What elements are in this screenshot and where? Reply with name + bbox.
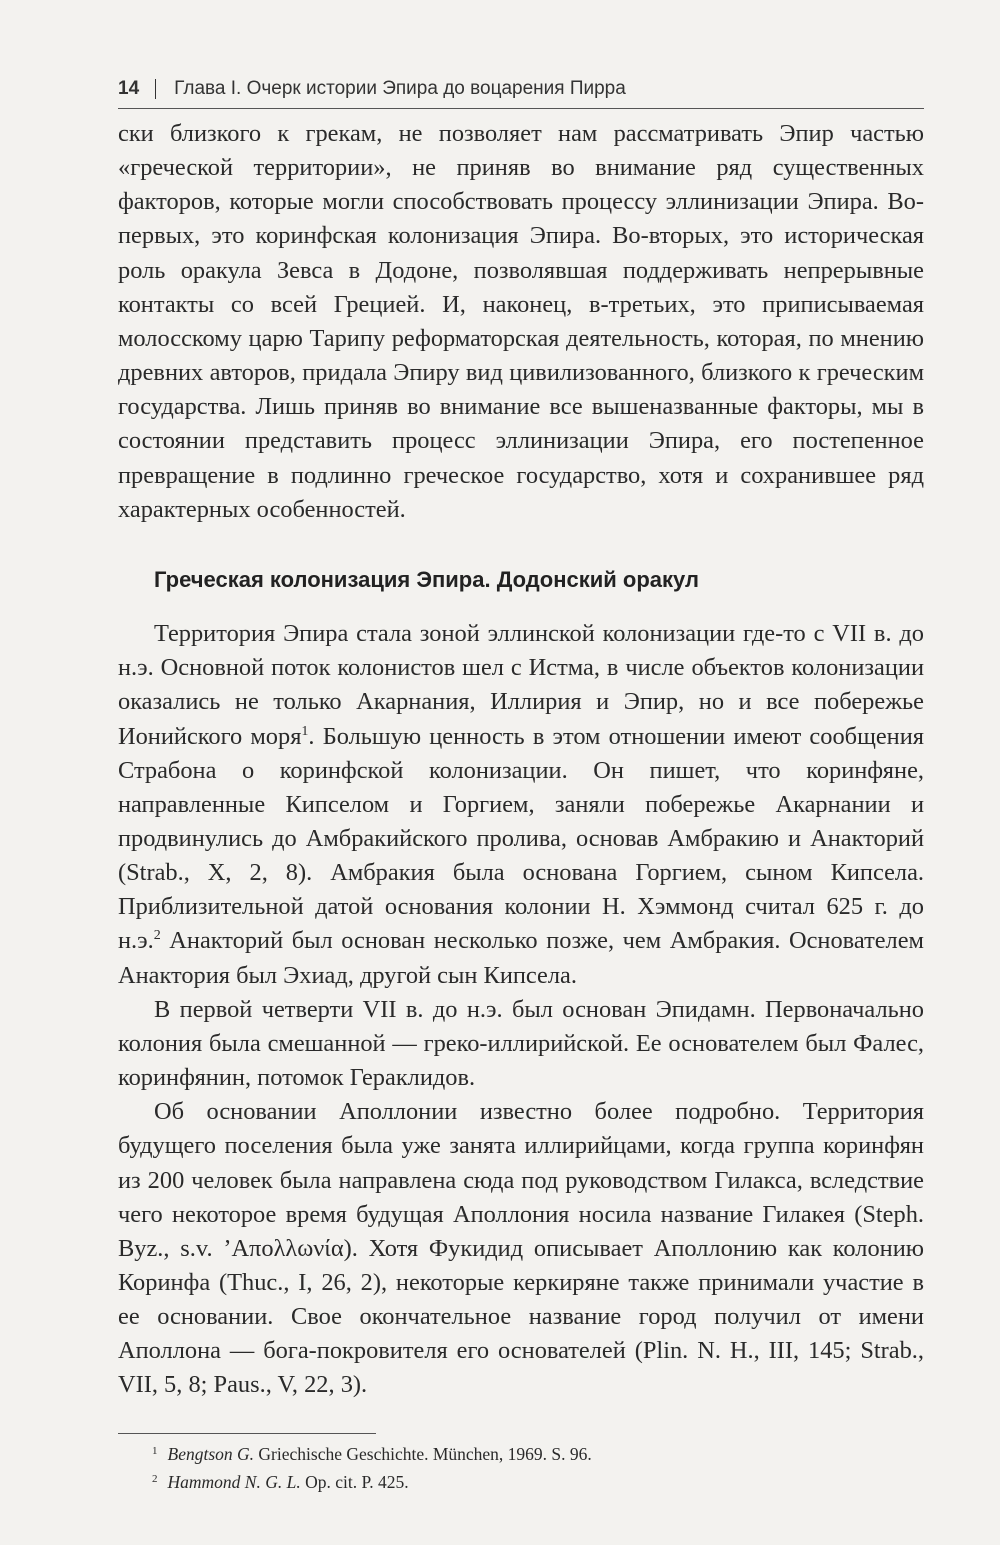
chapter-title: Глава I. Очерк истории Эпира до воцарения Пирра: [174, 78, 626, 99]
book-page: [118, 70, 924, 1496]
paragraph-colonization: [118, 617, 924, 993]
header-separator: [155, 79, 156, 99]
footnote-ref-2[interactable]: 2: [153, 928, 161, 944]
running-head: [118, 70, 924, 109]
footnote-author: Bengtson G.: [167, 1444, 255, 1465]
footnote-2: [152, 1468, 924, 1496]
footnotes: [118, 1440, 924, 1496]
body-text: [118, 117, 924, 1403]
paragraph-continued: ски близкого к грекам, не позволяет нам рассматривать Эпир частью «греческой территории», не приняв во внимание ряд существенных факторов, которые могли способствовать процессу эллинизации Эпира. Во-первых, это коринфская колонизация Эпира. Во-вторых, это историческая роль оракула Зевса в Додоне, позволявшая поддерживать непрерывные контакты со всей Грецией. И, наконец, в-третьих, это приписываемая молосскому царю Тарипу реформаторская деятельность, которая, по мнению древних авторов, придала Эпиру вид цивилизованного, близкого к греческим государства. Лишь приняв во внимание все вышеназванные факторы, мы в состоянии представить процесс эллинизации Эпира, его постепенное превращение в подлинно греческое государство, хотя и сохранившее ряд характерных особенностей.: [118, 120, 924, 523]
footnote-number: 2: [152, 1473, 158, 1486]
paragraph-text: Анакторий был основан несколько позже, чем Амбракия. Основателем Анактория был Эхиад, другой сын Кипсела.: [118, 927, 924, 989]
page-number: 14: [118, 78, 140, 99]
footnote-text: Op. cit. P. 425.: [300, 1472, 409, 1493]
paragraph-text: Территория Эпира стала зоной эллинской колонизации где-то с VII в. до н.э. Основной поток колонистов шел с Истма, в числе объектов колонизации оказались не только Акарнания, Иллирия и Эпир, но и все побережье Ионийского моря: [118, 620, 924, 750]
paragraph-apollonia: Об основании Аполлонии известно более подробно. Территория будущего поселения была уже занята иллирийцами, когда группа коринфян из 200 человек была направлена сюда под руководством Гилакса, вследствие чего некоторое время будущая Аполлония носила название Гилакея (Steph. Byz., s.v. ’Απολλωνία). Хотя Фукидид описывает Аполлонию как колонию Коринфа (Thuc., I, 26, 2), некоторые керкиряне также принимали участие в ее основании. Свое окончательное название город получил от имени Аполлона — бога-покровителя его основателей (Plin. N. H., III, 145; Strab., VII, 5, 8; Paus., V, 22, 3).: [118, 1098, 924, 1399]
footnote-rule: [118, 1433, 376, 1435]
footnote-1: [152, 1440, 924, 1468]
paragraph-text: . Большую ценность в этом отношении имеют сообщения Страбона о коринфской колонизации. Он пишет, что коринфяне, направленные Кипселом и Горгием, заняли побережье Акарнании и продвинулись до Амбракийского пролива, основав Амбракию и Анакторий (Strab., X, 2, 8). Амбракия была основана Горгием, сыном Кипсела. Приблизительной датой основания колонии Н. Хэммонд считал 625 г. до н.э.: [118, 722, 924, 955]
footnote-text: Griechische Geschichte. München, 1969. S. 96.: [254, 1444, 592, 1465]
paragraph-epidamnus: В первой четверти VII в. до н.э. был основан Эпидамн. Первоначально колония была смешанной — греко-иллирийской. Ее основателем был Фалес, коринфянин, потомок Гераклидов.: [118, 995, 924, 1092]
footnote-number: 1: [152, 1445, 158, 1458]
footnote-ref-1[interactable]: 1: [301, 723, 309, 739]
section-heading: Греческая колонизация Эпира. Додонский оракул: [154, 566, 699, 592]
footnote-author: Hammond N. G. L.: [167, 1472, 301, 1493]
